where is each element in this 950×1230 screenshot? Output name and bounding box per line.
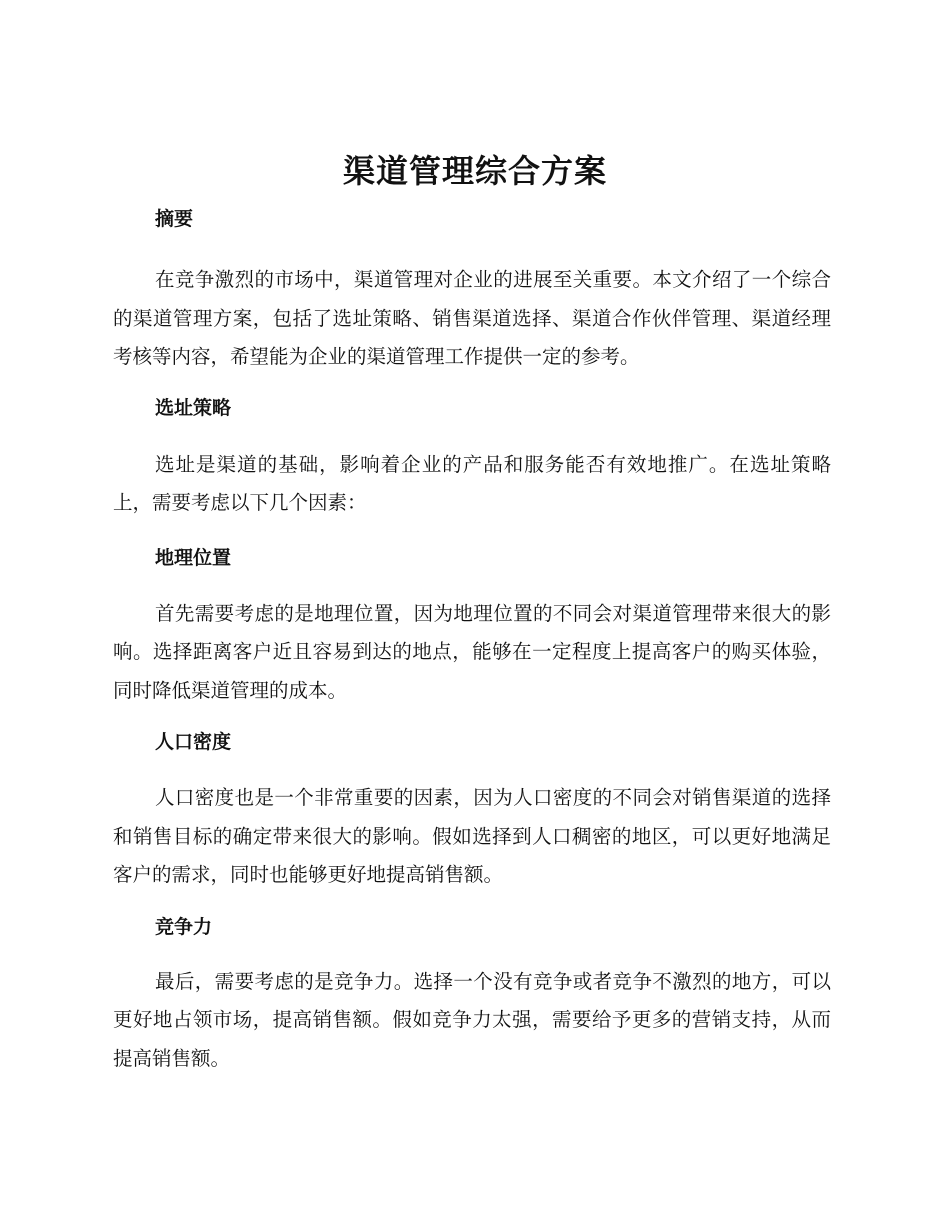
section-heading-geography: 地理位置	[155, 546, 232, 569]
document-body	[113, 200, 831, 1078]
section-heading-competition: 竞争力	[155, 915, 213, 938]
section-paragraph-site-strategy: 选址是渠道的基础，影响着企业的产品和服务能否有效地推广。在选址策略上，需要考虑以下几个因素：	[113, 452, 831, 514]
document-title: 渠道管理综合方案	[342, 152, 607, 190]
section-heading-abstract: 摘要	[155, 208, 194, 230]
section-paragraph-abstract: 在竞争激烈的市场中，渠道管理对企业的进展至关重要。本文介绍了一个综合的渠道管理方案，包括了选址策略、销售渠道选择、渠道合作伙伴管理、渠道经理考核等内容，希望能为企业的渠道管理工作提供一定的参考。	[113, 268, 831, 368]
section-paragraph-geography: 首先需要考虑的是地理位置，因为地理位置的不同会对渠道管理带来很大的影响。选择距离客户近且容易到达的地点，能够在一定程度上提高客户的购买体验，同时降低渠道管理的成本。	[113, 601, 831, 702]
section-paragraph-competition: 最后，需要考虑的是竞争力。选择一个没有竞争或者竞争不激烈的地方，可以更好地占领市场，提高销售额。假如竞争力太强，需要给予更多的营销支持，从而提高销售额。	[113, 969, 831, 1070]
section-heading-population-density: 人口密度	[155, 731, 232, 753]
section-heading-site-strategy: 选址策略	[155, 396, 232, 419]
section-paragraph-population-density: 人口密度也是一个非常重要的因素，因为人口密度的不同会对销售渠道的选择和销售目标的确定带来很大的影响。假如选择到人口稠密的地区，可以更好地满足客户的需求，同时也能够更好地提高销售额。	[113, 786, 831, 886]
